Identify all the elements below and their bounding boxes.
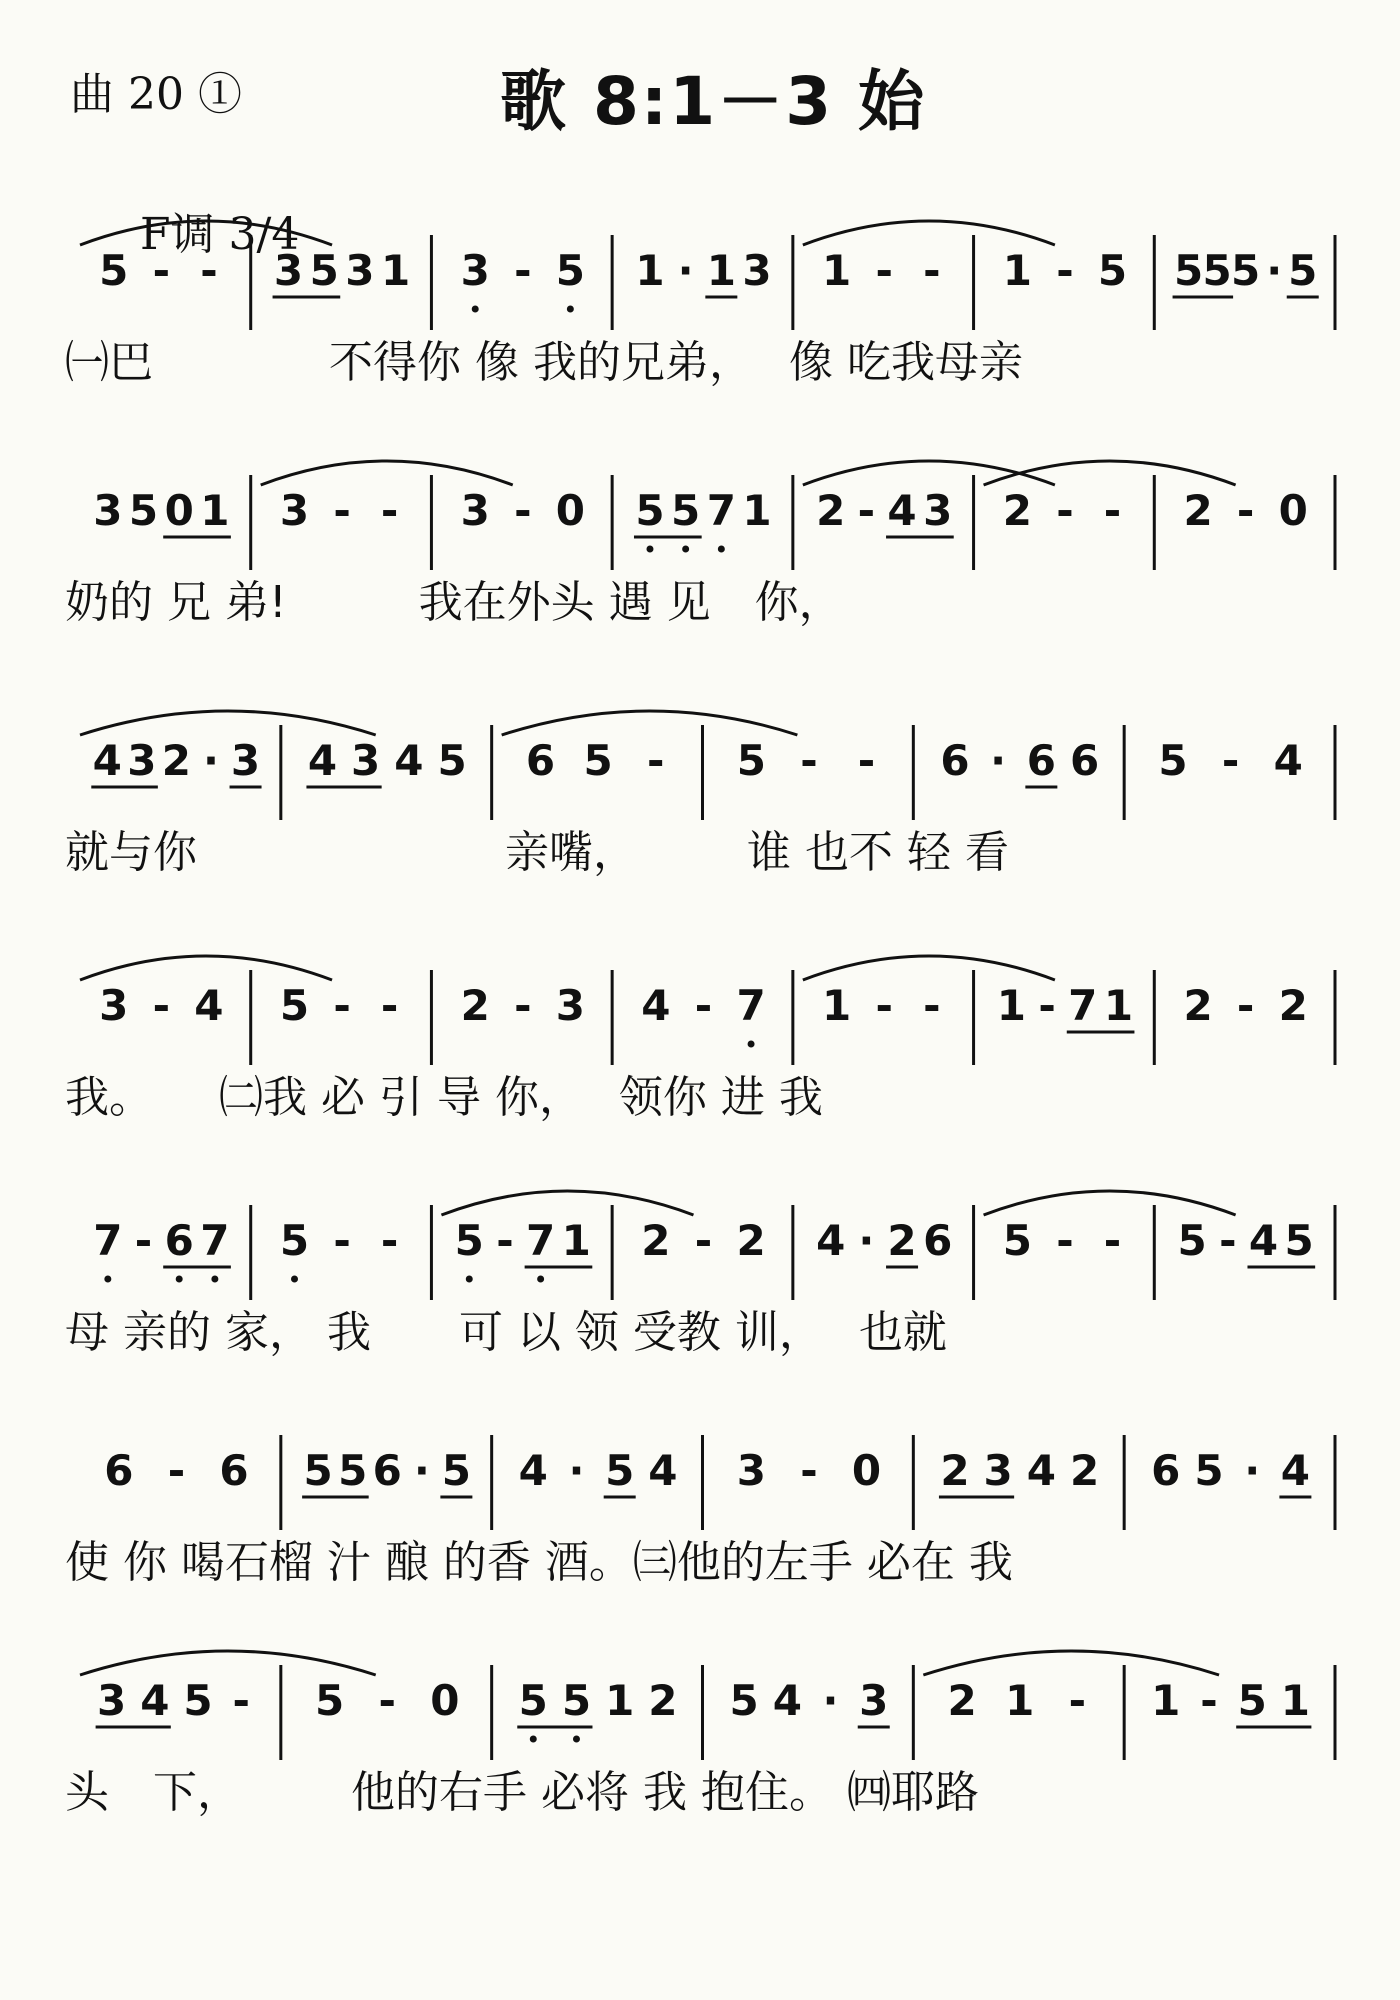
note-digit: 4: [1248, 1216, 1279, 1265]
note-digit: 5: [1177, 1216, 1207, 1265]
lyrics-line: 就与你 亲嘴， 谁 也不 轻 看: [65, 827, 1009, 878]
note-digit: 1: [200, 486, 230, 535]
lower-octave-dot: [748, 1041, 755, 1048]
note-digit: 0: [555, 486, 585, 535]
note-digit: 5: [605, 1446, 635, 1495]
note-digit: 4: [641, 981, 671, 1030]
note-digit: 5: [183, 1676, 213, 1725]
note-digit: 6: [219, 1446, 249, 1495]
note-dash: -: [923, 981, 941, 1030]
note-digit: 1: [1280, 1676, 1311, 1725]
note-digit: 5: [1202, 246, 1232, 295]
note-digit: 1: [561, 1216, 591, 1265]
note-digit: 7: [736, 981, 766, 1030]
note-digit: 5: [338, 1446, 368, 1495]
note-dash: -: [514, 486, 532, 535]
key-and-meter: F调 3/4: [140, 209, 300, 260]
note-digit: 4: [92, 736, 122, 785]
note-dash: -: [152, 246, 171, 295]
note-digit: 6: [164, 1216, 194, 1265]
note-digit: 2: [641, 1216, 671, 1265]
note-dash: -: [333, 1216, 351, 1265]
note-digit: 2: [1002, 486, 1032, 535]
slur: [984, 1191, 1236, 1215]
lower-octave-dot: [291, 1276, 298, 1283]
note-dot: ·: [568, 1446, 585, 1495]
note-dash: -: [152, 981, 171, 1030]
note-digit: 1: [1151, 1676, 1181, 1725]
note-digit: 6: [104, 1446, 134, 1495]
lower-octave-dot: [176, 1276, 183, 1283]
note-digit: 5: [635, 486, 665, 535]
note-digit: 1: [1005, 1676, 1035, 1725]
note-digit: 5: [518, 1676, 548, 1725]
note-dash: -: [923, 246, 941, 295]
note-digit: 3: [736, 1446, 766, 1495]
note-digit: 6: [1069, 736, 1100, 785]
note-digit: 2: [736, 1216, 766, 1265]
note-digit: 4: [816, 1216, 846, 1265]
note-dot: ·: [413, 1446, 430, 1495]
note-digit: 3: [230, 736, 261, 785]
note-dash: -: [333, 981, 351, 1030]
slur: [984, 461, 1236, 485]
note-digit: 5: [128, 486, 159, 535]
note-dash: -: [694, 1216, 713, 1265]
note-dash: -: [167, 1446, 186, 1495]
note-digit: 6: [372, 1446, 402, 1495]
lower-octave-dot: [211, 1276, 218, 1283]
note-dash: -: [1068, 1676, 1087, 1725]
note-dot: ·: [202, 736, 219, 785]
note-digit: 5: [1002, 1216, 1032, 1265]
note-digit: 5: [671, 486, 701, 535]
note-dash: -: [514, 246, 532, 295]
note-dot: ·: [677, 246, 694, 295]
note-digit: 1: [822, 981, 852, 1030]
lyrics-line: 我。 ㈡我 必 引 导 你， 领你 进 我: [65, 1072, 823, 1123]
note-digit: 3: [127, 736, 157, 785]
note-dash: -: [857, 736, 876, 785]
note-digit: 4: [307, 736, 338, 785]
note-digit: 2: [648, 1676, 678, 1725]
lyrics-line: 使 你 喝石榴 汁 酿 的香 酒。㈢他的左手 必在 我: [65, 1537, 1013, 1588]
slur: [80, 956, 332, 980]
note-digit: 7: [93, 1216, 123, 1265]
note-digit: 4: [394, 736, 424, 785]
lyrics-line: 头 下， 他的右手 必将 我 抱住。 ㈣耶路: [65, 1767, 979, 1818]
note-digit: 5: [1194, 1446, 1224, 1495]
note-dash: -: [1219, 1216, 1237, 1265]
note-digit: 2: [161, 736, 192, 785]
note-digit: 6: [1151, 1446, 1181, 1495]
note-digit: 3: [99, 981, 129, 1030]
lower-octave-dot: [466, 1276, 473, 1283]
note-dash: -: [1056, 246, 1074, 295]
note-dash: -: [496, 1216, 514, 1265]
note-digit: 2: [1183, 486, 1213, 535]
slur: [803, 221, 1055, 245]
note-digit: 7: [200, 1216, 230, 1265]
note-digit: 5: [729, 1676, 759, 1725]
note-digit: 4: [648, 1446, 678, 1495]
note-dash: -: [800, 1446, 818, 1495]
slur: [441, 1191, 693, 1215]
note-digit: 1: [635, 246, 665, 295]
note-dot: ·: [822, 1676, 839, 1725]
note-digit: 5: [279, 981, 310, 1030]
note-digit: 3: [460, 486, 490, 535]
note-dash: -: [232, 1676, 250, 1725]
lyrics-line: ㈠巴 不得你 像 我的兄弟， 像 吃我母亲: [65, 337, 1023, 388]
note-dot: ·: [858, 1216, 875, 1265]
note-digit: 0: [164, 486, 194, 535]
note-dash: -: [875, 981, 893, 1030]
note-digit: 1: [822, 246, 852, 295]
note-digit: 4: [1280, 1446, 1311, 1495]
note-digit: 5: [736, 736, 766, 785]
note-digit: 4: [140, 1676, 170, 1725]
note-digit: 4: [1026, 1446, 1056, 1495]
note-dash: -: [514, 981, 532, 1030]
note-dash: -: [1236, 486, 1255, 535]
note-digit: 3: [93, 486, 123, 535]
note-digit: 5: [1237, 1676, 1267, 1725]
note-digit: 6: [940, 736, 970, 785]
note-dash: -: [1103, 1216, 1122, 1265]
note-digit: 7: [706, 486, 736, 535]
slur: [502, 711, 798, 735]
slur: [80, 1651, 376, 1675]
note-digit: 3: [983, 1446, 1013, 1495]
lower-octave-dot: [682, 546, 689, 553]
note-digit: 2: [947, 1676, 977, 1725]
note-digit: 5: [441, 1446, 472, 1495]
slur: [923, 1651, 1219, 1675]
note-digit: 3: [742, 246, 772, 295]
note-dash: -: [800, 736, 818, 785]
note-digit: 3: [555, 981, 585, 1030]
note-digit: 5: [454, 1216, 484, 1265]
lower-octave-dot: [104, 1276, 111, 1283]
note-digit: 3: [460, 246, 490, 295]
note-digit: 2: [816, 486, 846, 535]
note-digit: 1: [605, 1676, 635, 1725]
note-dot: ·: [990, 736, 1007, 785]
note-digit: 5: [1158, 736, 1188, 785]
lower-octave-dot: [646, 546, 653, 553]
note-dash: -: [1103, 486, 1122, 535]
note-digit: 2: [940, 1446, 970, 1495]
note-dash: -: [875, 246, 893, 295]
note-digit: 1: [706, 246, 736, 295]
note-digit: 3: [859, 1676, 889, 1725]
note-dash: -: [380, 486, 399, 535]
note-digit: 3: [273, 246, 304, 295]
note-digit: 0: [851, 1446, 882, 1495]
note-dash: -: [333, 486, 351, 535]
note-digit: 5: [99, 246, 129, 295]
note-dash: -: [1221, 736, 1240, 785]
note-dash: -: [694, 981, 713, 1030]
note-digit: 4: [772, 1676, 802, 1725]
note-digit: 3: [351, 736, 381, 785]
note-dash: -: [380, 1216, 399, 1265]
note-dash: -: [134, 1216, 153, 1265]
note-dash: -: [1056, 1216, 1074, 1265]
note-digit: 6: [525, 736, 556, 785]
note-dash: -: [380, 981, 399, 1030]
note-dash: -: [1200, 1676, 1218, 1725]
note-digit: 5: [555, 246, 585, 295]
note-digit: 3: [923, 486, 953, 535]
note-digit: 5: [583, 736, 613, 785]
note-digit: 1: [1002, 246, 1032, 295]
note-dash: -: [378, 1676, 396, 1725]
note-digit: 1: [380, 246, 411, 295]
note-digit: 6: [923, 1216, 953, 1265]
note-digit: 1: [996, 981, 1027, 1030]
note-digit: 5: [1231, 246, 1261, 295]
note-digit: 4: [887, 486, 917, 535]
note-digit: 5: [315, 1676, 345, 1725]
lyrics-line: 奶的 兄 弟! 我在外头 遇 见 你，: [65, 577, 843, 628]
note-digit: 2: [887, 1216, 917, 1265]
lower-octave-dot: [567, 306, 574, 313]
note-digit: 1: [1103, 981, 1134, 1030]
note-digit: 5: [561, 1676, 592, 1725]
note-digit: 5: [1288, 246, 1318, 295]
note-dash: -: [857, 486, 876, 535]
song-code: 曲 20 ①: [70, 69, 242, 120]
note-digit: 3: [279, 486, 310, 535]
lyrics-line: 母 亲的 家， 我 可 以 领 受教 训， 也就: [65, 1307, 947, 1358]
slur: [261, 461, 513, 485]
note-dash: -: [1236, 981, 1255, 1030]
slur: [803, 956, 1055, 980]
note-digit: 5: [437, 736, 467, 785]
note-digit: 5: [1284, 1216, 1314, 1265]
note-digit: 3: [96, 1676, 127, 1725]
note-dash: -: [200, 246, 218, 295]
note-digit: 2: [1183, 981, 1213, 1030]
note-digit: 4: [1273, 736, 1303, 785]
note-dot: ·: [1244, 1446, 1261, 1495]
lower-octave-dot: [472, 306, 479, 313]
note-digit: 5: [309, 246, 339, 295]
page-title: 歌 8:1－3 始: [500, 63, 927, 140]
note-digit: 0: [430, 1676, 460, 1725]
lower-octave-dot: [537, 1276, 544, 1283]
note-dot: ·: [1266, 246, 1283, 295]
note-digit: 2: [1278, 981, 1308, 1030]
lower-octave-dot: [530, 1736, 537, 1743]
lower-octave-dot: [718, 546, 725, 553]
note-digit: 7: [526, 1216, 556, 1265]
note-digit: 6: [1026, 736, 1056, 785]
note-digit: 0: [1278, 486, 1308, 535]
note-digit: 4: [518, 1446, 548, 1495]
note-digit: 5: [1097, 246, 1128, 295]
note-digit: 7: [1068, 981, 1098, 1030]
note-digit: 5: [279, 1216, 310, 1265]
note-dash: -: [646, 736, 665, 785]
note-digit: 2: [460, 981, 490, 1030]
note-digit: 3: [345, 246, 375, 295]
note-dash: -: [1056, 486, 1074, 535]
slur: [80, 221, 332, 245]
note-digit: 2: [1069, 1446, 1100, 1495]
note-dash: -: [1038, 981, 1056, 1030]
lower-octave-dot: [573, 1736, 580, 1743]
note-digit: 5: [303, 1446, 333, 1495]
slur: [80, 711, 376, 735]
note-digit: 5: [1173, 246, 1204, 295]
note-digit: 4: [194, 981, 224, 1030]
note-digit: 1: [742, 486, 772, 535]
